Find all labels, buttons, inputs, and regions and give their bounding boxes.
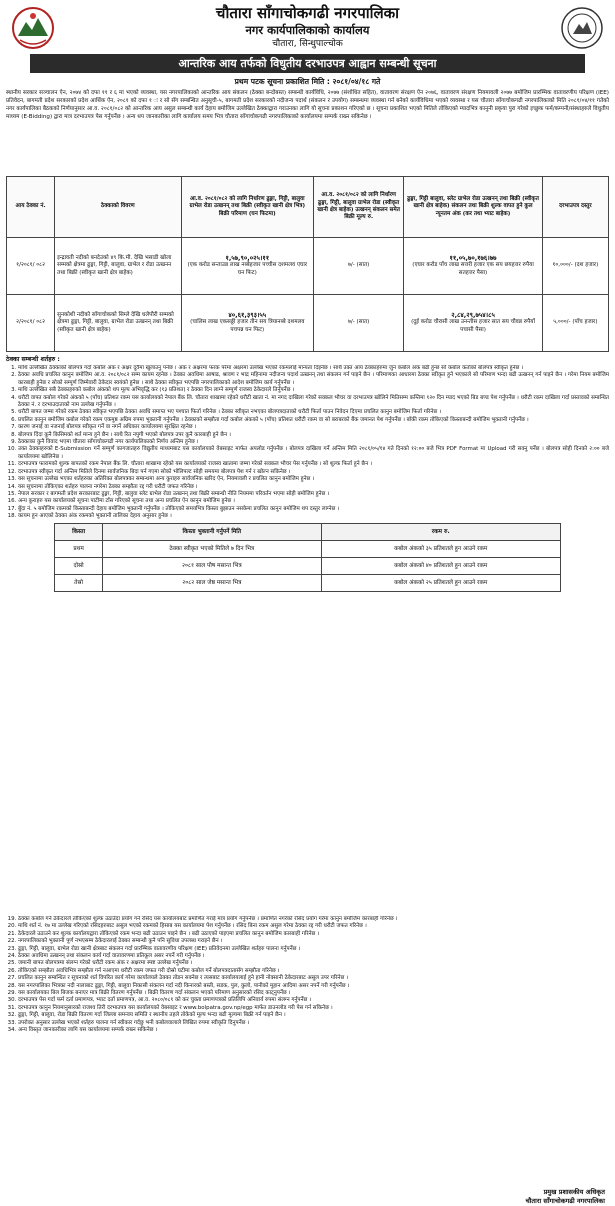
term-item: 33. उपरोक्त अनुसार उल्लेख भएको शर्तहरु पालना गर्न स्वीकार गर्दछु भनी कबोलवालाले लिखित रुपमा स्वीकृति दिनुपर्नेछ । xyxy=(18,1020,609,1027)
quantity-cell xyxy=(181,295,313,352)
term-item: 20. माथि शर्त नं. १७ मा उल्लेख गरिएको रसिदहरुबाट असुल भएको रकमको हिसाब यस कार्यालयमा पेश गर्नुपर्नेछ । रसिद बिना रकम असुल गरेमा ठेक्का रद्द गरी धरौटी जफत गरिनेछ । xyxy=(18,923,609,930)
signature-office: चौतारा साँगाचोकगढी नगरपालिका xyxy=(525,1197,605,1205)
term-item: 3. माथि उल्लेखित सबै ठेक्काहरुको कबोल अंकको थप मूल्य अभिवृद्धि कर (१३ प्रतिशत) र ठेक्का दिन लाग्ने सम्पूर्ण राजस्व ठेकेदारले तिर्नुपर्नेछ । xyxy=(18,387,609,394)
contract-no: २/२०८१/ ०८२ xyxy=(7,295,55,352)
amount-value: ११,०५,७०,१७६।७७ xyxy=(449,253,497,262)
notice-header xyxy=(6,4,609,52)
col-header-fee: दरभाउपत्र दस्तुर xyxy=(542,177,608,238)
term-item: 5. धरौटी बापत जम्मा गरेको रकम ठेक्का स्वीकृत भएपछि ठेक्का अवधि समाप्त भए पश्चात फिर्ता गरिनेछ । ठेक्का स्वीकृत नभएका बोलपत्रदाताको धरौटी फिर्ता पाउन निवेदन दिएमा प्रचलित कानुन बमोजिम फिर्ता गरिनेछ । xyxy=(18,409,609,416)
quantity-words: (एक करोड सन्ताउन्न लाख नब्बेहजार पच्चीस दशमलव एघार घन फिट) xyxy=(187,262,308,276)
term-item: 22. नगरपालिकाको भुक्तानी पूर्ण नभएसम्म ठेकेदारलाई ठेक्का सम्बन्धी कुनै पनि सुविधा उपलब्ध गराइने छैन । xyxy=(18,938,609,945)
amount-words: (दुई करोड चौरासी लाख उनन्तीस हजार सात सय चौवन्न रुपैयाँ पचासी पैसा) xyxy=(411,319,535,333)
table-row xyxy=(55,574,561,591)
payment-col-date: किस्ता भुक्तानी गर्नुपर्ने मिति xyxy=(102,523,321,540)
term-item: 4. धरौटी वापत कबोल गरेको अंकको ५ (पाँच) प्रतिशत रकम यस कार्यालयको नेपाल बैंक लि. चौतारा शाखामा रहेको धरौटी खाता नं. मा नगद दाखिला गरेको सक्कल भौचर वा दरभाउपत्र खोलिने मितिसम्म कम्तिमा १२० दिन म्याद भएको बिड बण्ड पेश गर्नुपर्नेछ । धरौटी रकम दाखिला गर्दा प्रस्तावको सम्बन्धित ठेक्का नं. र दरभाउदाताको नाम उल्लेख गर्नुपर्नेछ । xyxy=(18,395,609,410)
installment-amount: कबोल अंकको ४० प्रतिशतले हुन आउने रकम xyxy=(321,557,560,574)
term-item: 18. कायम हुन आएको ठेक्का अंक रकमको भुक्तानी तालिका देहाय अनुसार हुनेछ । xyxy=(18,513,609,520)
terms-list-1 xyxy=(6,365,609,521)
term-item: 25. जमानी बापत बोलपत्रमा संलग्न गरेको धरौटी रकम अंक र अक्षरमा स्पष्ट उल्लेख गर्नुपर्नेछ । xyxy=(18,960,609,967)
terms-heading: ठेक्का सम्बन्धी शर्तहरु : xyxy=(6,356,60,363)
col-header-quantity: आ.व. २०८१/०८२ को लागि निर्धारण ढुङ्गा, गिट्टी, बालुवा ग्राभेल रोडा उत्खनन् तथा बिक्री (स्वीकृत खानी क्षेत्र भित्र) बिक्री परिमाण (घन फिटमा) xyxy=(181,177,313,238)
term-item: 19. ठेक्का कबोल गर्ने ठेकेदारले तोकिएको शुल्क उठाउँदा प्रयोग गर्ने रसिद यस कार्यालयबाट प्रमाणित गराई मात्र प्रयोग गर्नुपर्नेछ । प्रमाणित नगरेको रसिद प्रयोग गरेमा कानुन बमोजिम कारबाही गरिनेछ । xyxy=(18,916,609,923)
term-item: 29. यस कार्यालयका बिल बिजक बनाएर मात्र बिक्री वितरण गर्नुपर्नेछ । बिक्री वितरण गर्दा संकलन भएको परिमाण अनुसारको रसिद काट्नुपर्नेछ । xyxy=(18,990,609,997)
table-row xyxy=(7,238,609,295)
installment-date: २०८२ साल जेष्ठ मसान्त भित्र xyxy=(102,574,321,591)
term-item: 6. प्रचलित कानुन बमोजिम कबोल गरेको रकम एकमुष्ठ अग्रिम रुपमा भुक्तानी गर्नुपर्नेछ । ठेक्काको सम्झौता गर्दा कबोल अंकको ५ (पाँच) प्रतिशत धरौटी रकम वा सो बराबरको बैंक जमानत पेश गर्नुपर्नेछ । बाँकी रकम तोकिएको किस्ताबन्दी बमोजिम भुक्तानी गर्नुपर्नेछ । xyxy=(18,417,609,424)
term-item: 26. तोकिएको सम्झौता अवधिभित्र सम्झौता गर्न नआएमा धरौटी रकम जफत गरी दोस्रो घटीमा कबोल गर्ने बोलपत्रदातासँग सम्झौता गरिनेछ । xyxy=(18,968,609,975)
term-item: 15. नेपाल सरकार र बागमती प्रदेश सरकारबाट ढुङ्गा, गिट्टी, बालुवा स्लेट ग्राभेल रोडा उत्खनन् तथा बिक्री सम्बन्धी नीति नियममा परिवर्तन भएमा सोही बमोजिम हुनेछ । xyxy=(18,491,609,498)
col-header-no: आय ठेक्का नं. xyxy=(7,177,55,238)
term-item: 13. यस सूचनामा उल्लेख भएका शर्तहरुका अतिरिक्त बोलपत्रका सम्बन्धमा अन्य कुराहरु सार्वजनिक खरिद ऐन, नियमावली र प्रचलित कानुन बमोजिम हुनेछ । xyxy=(18,476,609,483)
intro-paragraph: स्थानीय सरकार सञ्चालन ऐन, २०७४ को दफा ११ र ६ मा भएको व्यवस्था, यस नगरपालिकाको आन्तरिक आय संकलन (ठेक्का बन्दोबस्त) सम्बन्धी कार्यविधि, २०७७ (संशोधित सहित), वातावरण संरक्षण ऐन २०७६, वातावरण संरक्षण नियमावली २०७७ बमोजिम प्रारम्भिक वातावरणीय परिक्षण (IEE) प्रतिवेदन, बागमती प्रदेश सरकारको प्रदेश आर्थिक ऐन, २०८१ को दफा १ ः र सो सँग सम्बन्धित अनुसूची-५, बागमती प्रदेश सरकारको नदीजन्य पदार्थ (संकलन र उपयोग) सम्बन्धमा व्यवस्था गर्न बनेको कार्यविधिमा भएको व्यवस्था र यस चौतारा साँगाचोकगढी नगरपालिकाको मिति २०८१/०४/११ गतेको नगर कार्यपालिका बैठकको निर्णयानुसार आ.व. २०८१/०८२ को आन्तरिक आय असुल सम्बन्धी कार्य देहाय बमोजिम उल्लेखित ठेक्काद्वारा गराउनका लागि यो सूचना प्रकाशन गरिएको छ । सूचना प्रकाशित भएको मितिले तोकिएको म्यादभित्र कानुनी प्रकृया पुरा गरेको इच्छुक फर्म/कम्पनी/संस्थाहरुले विधुतीय माध्यम (E-Bidding) द्वारा मात्र दरभाउपत्र पेस गर्नुपर्नेछ । अन्य थप जानकारीका लागि कार्यालय समय भित्र चौतारा साँगाचोकगढी नगरपालिकाको कार्यालयमा सम्पर्क राख्न सकिनेछ । xyxy=(6,90,609,121)
term-item: 12. दरभाउपत्र स्वीकृत गर्दा अन्तिम मितिले दिनमा सार्वजनिक बिदा पर्न गएमा सोको भोलिपल्ट सोही समयमा बोलपत्र पेश गर्न र खोल्न सकिनेछ । xyxy=(18,469,609,476)
term-item: 14. यस सूचनामा तोकिएका शर्तहरु पालना नगरेमा ठेक्का सम्झौता रद्द गरी धरौटी जफत गरिनेछ । xyxy=(18,484,609,491)
term-item: 1. माथि उल्लेखित ठेक्काको बोलपत्र गर्दा कबोल अंक र अक्षर दुवैमा खुलाउनु पर्नेछ । अंक र अक्षरमा फरक परेमा अक्षरमा उल्लेख भएको रकमलाई मान्यता दिइनेछ । साथै उक्त आय ठेक्काहरुमा जुन कबोल अंक बढी हुन्छ सो कबोल कर्ताको बोलपत्र स्वीकृत हुनेछ । xyxy=(18,365,609,372)
term-item: 9. ठेक्काका कुनै विवाद भएमा चौतारा साँगाचोकगढी नगर कार्यपालिकाको निर्णय अन्तिम हुनेछ । xyxy=(18,439,609,446)
term-item: 10. उक्त ठेक्काहरुको E-Submission गर्ने सम्पूर्ण कागजातहरु विद्युतीय माध्यमबाट यस कार्यालयको वेबसाइट मार्फत अपलोड गर्नुपर्नेछ । बोलपत्र दाखिला गर्ने अन्तिम मिति २०८१/०५/१४ गते दिनको १२:०० बजे भित्र PDF Format मा Upload गरी सक्नु पर्नेछ । बोलपत्र सोही दिनको २:०० बजे कार्यालयमा खोलिनेछ । xyxy=(18,446,609,461)
notice-title: आन्तरिक आय तर्फको विधुतीय दरभाउपत्र आह्वान सम्बन्धी सूचना xyxy=(30,54,585,73)
term-item: 31. दरभाउपत्र कानुन नियमानुसारको राजश्व तिरी दरभाउपत्र यस कार्यालयको वेबसाइट र www.bolpatra.gov.np/egp मार्फत डाउनलोड गरी पेस गर्न सकिनेछ । xyxy=(18,1005,609,1012)
amount-cell xyxy=(404,238,542,295)
contract-description: सुनकोशी नदीको साँगाचोकको सिम्ले देखि धलेपौरी सम्मको क्षेत्रमा ढुङ्गा, गिट्टी, बालुवा, ग्राभेल रोडा उत्खनन् तथा बिक्री (स्वीकृत खानी क्षेत्र बाहेक) xyxy=(55,295,181,352)
tender-table xyxy=(6,176,609,352)
installment-name: दोस्रो xyxy=(55,557,103,574)
installment-name: तेस्रो xyxy=(55,574,103,591)
term-item: 27. प्रचलित कानुन सम्बन्धित र सूचनाको शर्त विपरित कार्य गरेमा कार्यालयले ठेक्का तोडन सक्नेछ र त्यसबाट कार्यालयलाई हुने हानी नोक्सानी ठेकेदारबाट असुल उपर गरिनेछ । xyxy=(18,975,609,982)
price-cell: ७/- (सात) xyxy=(314,295,404,352)
signature-title: प्रमुख प्रशासकीय अधिकृत xyxy=(543,1188,605,1196)
nepal-emblem-icon xyxy=(10,6,56,50)
notice-page xyxy=(6,4,609,1206)
installment-amount: कबोल अंकको २५ प्रतिशतले हुन आउने रकम xyxy=(321,574,560,591)
table-row xyxy=(55,557,561,574)
quantity-value: ४०,६१,३९३।५५ xyxy=(228,310,267,319)
col-header-price: आ.व. २०८१/०८२ को लागि निर्धारण ढुङ्गा, गिट्टी, बालुवा ग्राभेल रोडा (स्वीकृत खानी क्षेत्र बाहेक) उत्खनन् संकलन समेत बिक्री मूल्य रु. xyxy=(314,177,404,238)
payment-col-installment: किस्ता xyxy=(55,523,103,540)
quantity-cell xyxy=(181,238,313,295)
term-item: 30. दरभाउपत्र पेस गर्दा फर्म दर्ता प्रमाणपत्र, भ्याट दर्ता प्रमाणपत्र, आ.व. २०८०/०८१ को कर चुक्ता प्रमाणपत्रको प्रतिलिपि अनिवार्य रुपमा संलग्न गर्नुपर्नेछ । xyxy=(18,997,609,1004)
installment-name: प्रथम xyxy=(55,540,103,557)
contract-no: १/२०८१/ ०८२ xyxy=(7,238,55,295)
org-name: चौतारा साँगाचोकगढी नगरपालिका xyxy=(215,4,400,22)
price-cell: ७/- (सात) xyxy=(314,238,404,295)
term-item: 11. दरभाउपत्र फारामको शुल्क बापतको रकम नेपाल बैंक लि. चौतारा शाखामा रहेको यस कार्यालयको राजस्व खातामा जम्मा गरेको सक्कल भौचर पेस गर्नुपर्नेछ । सो शुल्क फिर्ता हुने छैन । xyxy=(18,461,609,468)
term-item: 32. ढुङ्गा, गिट्टी, बालुवा, रोडा बिक्री वितरण गर्दा जिल्ला समन्वय समिति र स्थानीय तहले तोकेको मूल्य भन्दा बढी मूल्यमा बिक्री गर्न पाइने छैन । xyxy=(18,1012,609,1019)
contract-description: इन्द्रावती नदीको बनदेउको ४९ कि.मी. देखि भसाडी खोला सम्मको क्षेत्रमा ढुङ्गा, गिट्टी, बालुवा, ग्राभेल र रोडा उत्खनन तथा बिक्री (स्वीकृत खानी क्षेत्र बाहेक) xyxy=(55,238,181,295)
term-item: 28. यस नगरपालिका भित्रका नदी नालाबाट ढुङ्गा, गिट्टी, बालुवा निकासी संकलन गर्दा नदी किनारको बस्ती, सडक, पुल, कुलो, पानीको मुहान आदिमा असर नपर्ने गरी गर्नुपर्नेछ । xyxy=(18,983,609,990)
quantity-value: १,५७,९०,०२५।११ xyxy=(225,253,270,262)
payment-schedule-table xyxy=(54,523,561,592)
installment-date: २०८१ साल पौष मसान्त भित्र xyxy=(102,557,321,574)
amount-value: २,८४,२९,७५४।८५ xyxy=(451,310,495,319)
table-row xyxy=(55,540,561,557)
col-header-amount: ढुङ्गा, गिट्टी बालुवा, स्लेट ग्राभेल रोडा उत्खनन् तथा बिक्री (स्वीकृत खानी क्षेत्र बाहेक) संकलन तथा बिक्री शुल्क वापत हुने कुल न्यूनतम अंक (कर तथा भ्याट बाहेक) xyxy=(404,177,542,238)
payment-col-amount: रकम रु. xyxy=(321,523,560,540)
terms-list-2 xyxy=(6,916,609,1035)
term-item: 8. बोलपत्र दिंदा कुनै किसिमको शर्त मान्य हुने छैन । साथै रित नपुगी भएको बोलपत्र उपर कुनै कारबाही हुने छैन । xyxy=(18,432,609,439)
office-name: नगर कार्यपालिकाको कार्यालय xyxy=(245,23,370,37)
municipality-seal-icon xyxy=(559,6,605,50)
term-item: 34. अन्य विस्तृत जानकारीका लागि यस कार्यालयमा सम्पर्क राख्न सकिनेछ । xyxy=(18,1027,609,1034)
term-item: 24. ठेक्का अवधिमा उत्खनन् तथा संकलन कार्य गर्दा वातावरणमा प्रतिकूल असर नपर्ने गरी गर्नुपर्नेछ । xyxy=(18,953,609,960)
term-item: 17. बुँदा नं. ५ बमोजिम रकमको किस्ताबन्दी देहाय बमोजिम भुक्तानी गर्नुपर्नेछ । तोकिएको समयभित्र किस्ता बुझाउन नसकेमा प्रचलित कानुन बमोजिम थप दस्तुर लाग्नेछ । xyxy=(18,506,609,513)
amount-cell xyxy=(404,295,542,352)
term-item: 2. ठेक्का अवधि प्रचलित कानुन बमोजिम आ.व. २०८१/०८२ सम्म कायम रहनेछ । ठेक्का अवधिमा आषाढ, श्रावण र भाद्र महिनामा नदीजन्य पदार्थ उत्खनन् तथा संकलन गर्न पाइने छैन । परिमाणका आधारमा ठेक्का स्वीकृत हुने भएकाले सो परिमाण भन्दा बढी उत्खनन् गर्न पाइने छैन । गरेमा नियम बमोजिम कारबाही हुनेछ र सोको सम्पूर्ण जिम्मेवारी ठेकेदार स्वयंको हुनेछ । साथै ठेक्का स्वीकृत भएपछि नगरपालिकाको आदेश बमोजिम कार्य गर्नुपर्नेछ । xyxy=(18,372,609,387)
payment-table-header xyxy=(55,523,561,540)
col-header-description: ठेक्काको विवरण xyxy=(55,177,181,238)
quantity-words: (चालिस लाख एकसठ्ठी हजार तीन सय त्रियानब्बे दशमलव पचपन्न घन फिट) xyxy=(190,319,305,333)
installment-date: ठेक्का स्वीकृत भएको मितिले ७ दिन भित्र xyxy=(102,540,321,557)
district-name: चौतारा, सिन्धुपाल्चोक xyxy=(272,39,343,49)
tender-table-header xyxy=(7,177,609,238)
table-row xyxy=(7,295,609,352)
terms-block-1 xyxy=(6,365,609,916)
term-item: 16. अन्य कुराहरु यस कार्यालयको सूचना पाटीमा टाँस गरिएको सूचना तथा अन्य प्रचलित ऐन कानुन बमोजिम हुनेछ । xyxy=(18,498,609,505)
term-item: 23. ढुङ्गा, गिट्टी, बालुवा, ग्राभेल रोडा खानी क्षेत्रबाट संकलन गर्दा प्रारम्भिक वातावरणीय परिक्षण (IEE) प्रतिवेदनमा उल्लेखित शर्तहरु पालना गर्नुपर्नेछ । xyxy=(18,946,609,953)
amount-words: (एघार करोड पाँच लाख सत्तरी हजार एक सय छयहत्तर रुपैया सतहत्तर पैसा) xyxy=(412,262,534,276)
terms-block-2 xyxy=(6,916,609,1182)
fee-cell: १०,०००/- (दश हजार) xyxy=(542,238,608,295)
term-item: 21. ठेकेदारले उठाउने कर शुल्क कार्यालयद्वारा तोकिएको रकम भन्दा बढी उठाउन पाइने छैन । बढी उठाएको पाइएमा प्रचलित कानुन बमोजिम कारबाही गरिनेछ । xyxy=(18,931,609,938)
publish-date: प्रथम पटक सूचना प्रकाशित मिति : २०८१/०४/१८ गते xyxy=(234,77,381,86)
installment-amount: कबोल अंकको ३५ प्रतिशतले हुन आउने रकम xyxy=(321,540,560,557)
signature-block xyxy=(6,1188,609,1206)
fee-cell: ५,०००/- (पाँच हजार) xyxy=(542,295,608,352)
term-item: 7. कारण जनाई वा नजनाई बोलपत्र स्वीकृत गर्ने वा नगर्ने अधिकार कार्यालयमा सुरक्षित रहनेछ । xyxy=(18,424,609,431)
